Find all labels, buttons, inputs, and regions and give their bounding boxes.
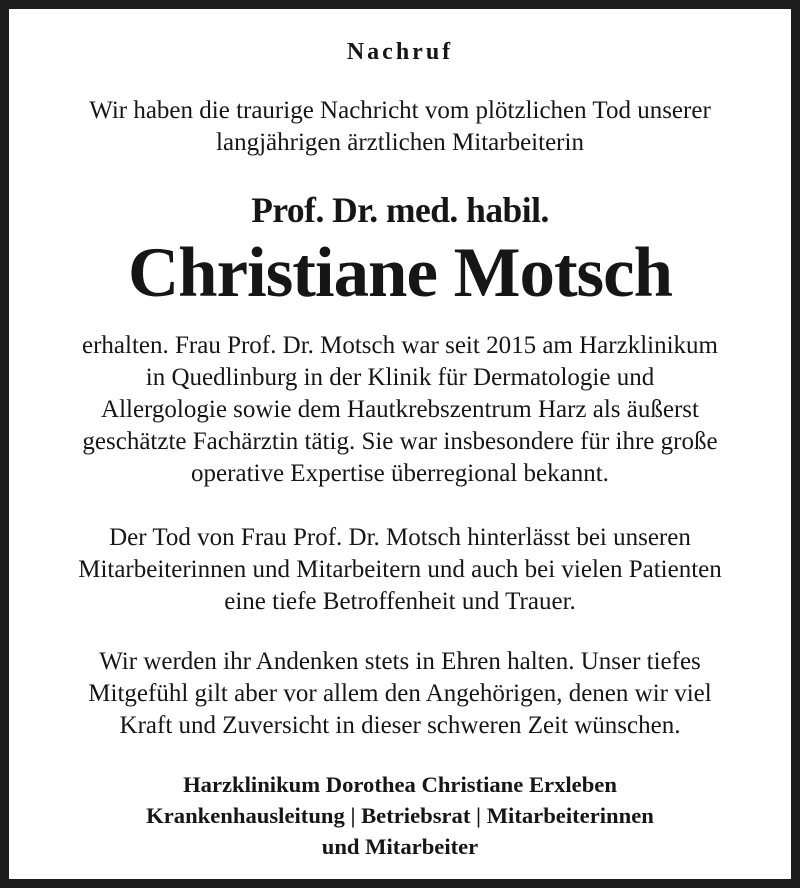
grief-paragraph bbox=[23, 522, 777, 618]
signature-block bbox=[9, 769, 791, 862]
signature-line: und Mitarbeiter bbox=[321, 834, 479, 859]
signature-line: Krankenhausleitung | Betriebsrat | Mitarbeiterinnen bbox=[146, 803, 654, 828]
grief-line: eine tiefe Betroffenheit und Trauer. bbox=[224, 588, 576, 615]
intro-paragraph bbox=[23, 95, 777, 159]
intro-line: langjährigen ärztlichen Mitarbeiterin bbox=[216, 129, 584, 156]
condolence-line: Mitgefühl gilt aber vor allem den Angehörigen, denen wir viel bbox=[88, 680, 712, 707]
condolence-paragraph bbox=[23, 646, 777, 742]
career-line: geschätzte Fachärztin tätig. Sie war insbesondere für ihre große bbox=[82, 428, 718, 455]
academic-title: Prof. Dr. med. habil. bbox=[251, 190, 549, 230]
career-line: Allergologie sowie dem Hautkrebszentrum Harz als äußerst bbox=[101, 396, 699, 423]
condolence-line: Kraft und Zuversicht in dieser schweren Zeit wünschen. bbox=[119, 712, 681, 739]
notice-title: Nachruf bbox=[346, 39, 454, 65]
grief-line: Der Tod von Frau Prof. Dr. Motsch hinterlässt bei unseren bbox=[109, 524, 691, 551]
career-paragraph bbox=[23, 330, 777, 490]
deceased-name: Christiane Motsch bbox=[127, 234, 673, 312]
condolence-line: Wir werden ihr Andenken stets in Ehren halten. Unser tiefes bbox=[99, 648, 701, 675]
intro-line: Wir haben die traurige Nachricht vom plötzlichen Tod unserer bbox=[89, 97, 711, 124]
career-line: in Quedlinburg in der Klinik für Dermatologie und bbox=[145, 364, 655, 391]
grief-line: Mitarbeiterinnen und Mitarbeitern und auch bei vielen Patienten bbox=[78, 556, 722, 583]
signature-line: Harzklinikum Dorothea Christiane Erxleben bbox=[183, 772, 617, 797]
career-line: erhalten. Frau Prof. Dr. Motsch war seit 2015 am Harzklinikum bbox=[82, 332, 718, 359]
career-line: operative Expertise überregional bekannt. bbox=[191, 460, 609, 487]
